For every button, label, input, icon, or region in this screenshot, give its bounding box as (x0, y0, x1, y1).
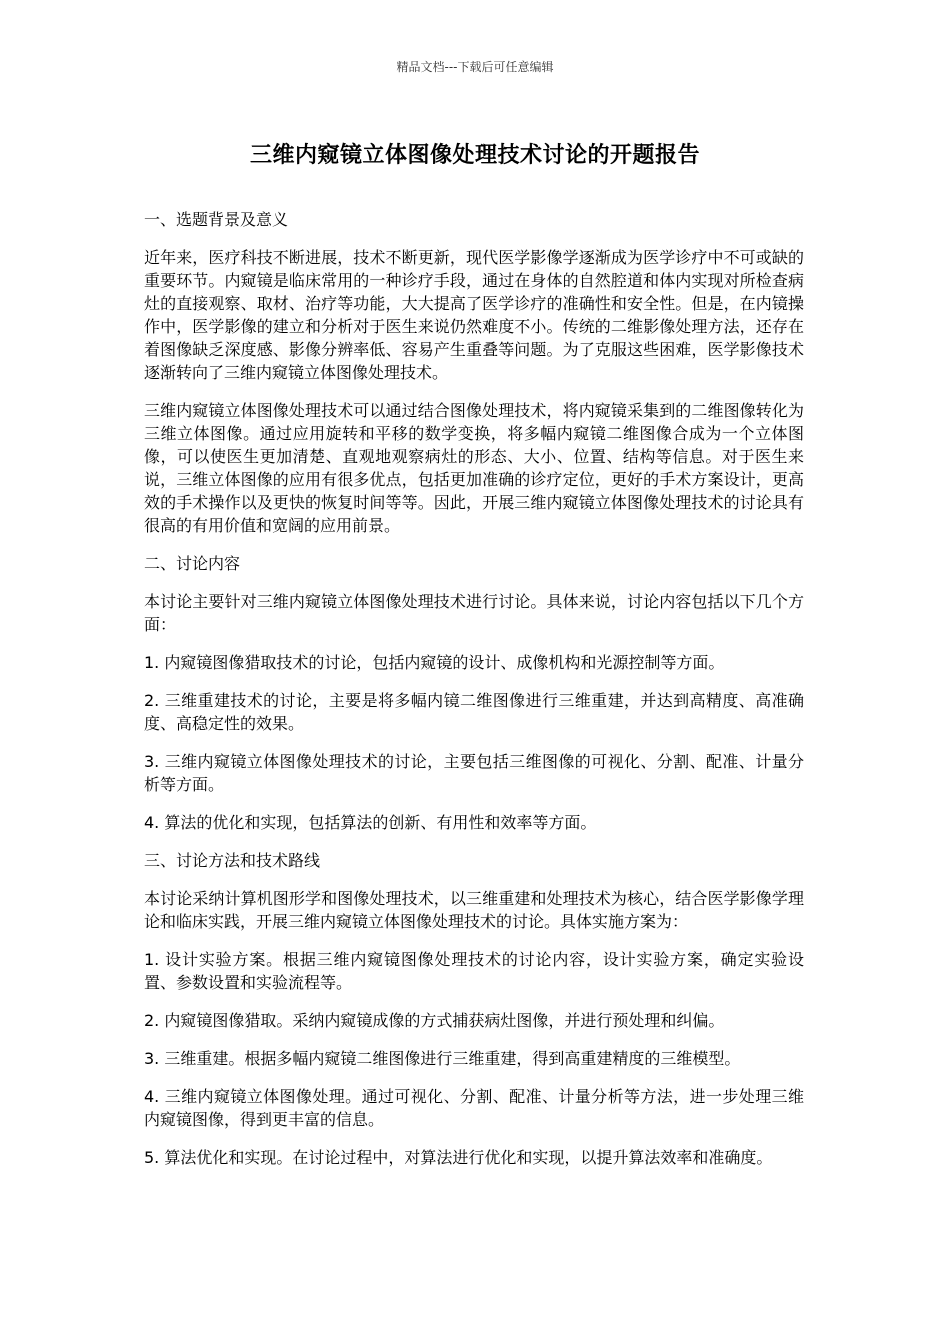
page-header: 精品文档---下载后可任意编辑 (396, 60, 554, 74)
document-body (144, 208, 804, 1184)
list-item-method-3: 3. 三维重建。根据多幅内窥镜二维图像进行三维重建，得到高重建精度的三维模型。 (144, 1049, 741, 1068)
section-heading-content: 二、讨论内容 (144, 554, 241, 573)
paragraph-background-2: 三维内窥镜立体图像处理技术可以通过结合图像处理技术，将内窥镜采集到的二维图像转化为三维立体图像。通过应用旋转和平移的数学变换，将多幅内窥镜二维图像合成为一个立体图像，可以使医生更加清楚、直观地观察病灶的形态、大小、位置、结构等信息。对于医生来说，三维立体图像的应用有很多优点，包括更加准确的诊疗定位，更好的手术方案设计，更高效的手术操作以及更快的恢复时间等等。因此，开展三维内窥镜立体图像处理技术的讨论具有很高的有用价值和宽阔的应用前景。 (144, 401, 804, 535)
list-item-method-5: 5. 算法优化和实现。在讨论过程中，对算法进行优化和实现，以提升算法效率和准确度。 (144, 1148, 773, 1167)
paragraph-method-intro: 本讨论采纳计算机图形学和图像处理技术，以三维重建和处理技术为核心，结合医学影像学理论和临床实践，开展三维内窥镜立体图像处理技术的讨论。具体实施方案为： (144, 889, 804, 931)
document-title: 三维内窥镜立体图像处理技术讨论的开题报告 (249, 143, 700, 168)
list-item-content-3: 3. 三维内窥镜立体图像处理技术的讨论，主要包括三维图像的可视化、分割、配准、计量分析等方面。 (144, 752, 804, 794)
list-item-method-4: 4. 三维内窥镜立体图像处理。通过可视化、分割、配准、计量分析等方法，进一步处理三维内窥镜图像，得到更丰富的信息。 (144, 1087, 804, 1129)
section-heading-background: 一、选题背景及意义 (144, 210, 289, 229)
section-heading-method: 三、讨论方法和技术路线 (144, 851, 321, 870)
list-item-content-1: 1. 内窥镜图像猎取技术的讨论，包括内窥镜的设计、成像机构和光源控制等方面。 (144, 653, 725, 672)
paragraph-content-intro: 本讨论主要针对三维内窥镜立体图像处理技术进行讨论。具体来说，讨论内容包括以下几个方面： (144, 592, 804, 634)
list-item-content-4: 4. 算法的优化和实现，包括算法的创新、有用性和效率等方面。 (144, 813, 597, 832)
list-item-method-1: 1. 设计实验方案。根据三维内窥镜图像处理技术的讨论内容，设计实验方案，确定实验设置、参数设置和实验流程等。 (144, 950, 804, 992)
paragraph-background-1: 近年来，医疗科技不断进展，技术不断更新，现代医学影像学逐渐成为医学诊疗中不可或缺的重要环节。内窥镜是临床常用的一种诊疗手段，通过在身体的自然腔道和体内实现对所检查病灶的直接观察、取材、治疗等功能，大大提高了医学诊疗的准确性和安全性。但是，在内镜操作中，医学影像的建立和分析对于医生来说仍然难度不小。传统的二维影像处理方法，还存在着图像缺乏深度感、影像分辨率低、容易产生重叠等问题。为了克服这些困难，医学影像技术逐渐转向了三维内窥镜立体图像处理技术。 (144, 248, 804, 382)
list-item-method-2: 2. 内窥镜图像猎取。采纳内窥镜成像的方式捕获病灶图像，并进行预处理和纠偏。 (144, 1011, 725, 1030)
list-item-content-2: 2. 三维重建技术的讨论，主要是将多幅内镜二维图像进行三维重建，并达到高精度、高准确度、高稳定性的效果。 (144, 691, 804, 733)
